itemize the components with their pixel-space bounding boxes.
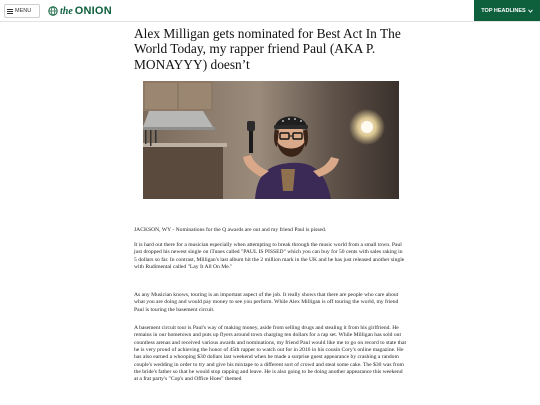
- top-navigation-bar: [0, 0, 540, 22]
- the-onion-logo[interactable]: [48, 3, 112, 19]
- article-photo: [143, 81, 399, 199]
- menu-label: MENU: [15, 8, 32, 14]
- onion-globe-icon: [48, 6, 58, 16]
- article-paragraph: A basement circuit tour is Paul's way of making money, aside from selling drugs and stealing it from his girlfriend. He remains in our hometown and puts up flyers around town charging ten dollars for a rap set. While Milligan has sold out countless arenas and received various awards and nominations, my friend Paul would like me to go on record to state that he is very proud of achieving the honor of 45th rapper to watch out for in 2016 in his cousin Cory's online magazine. He has also earned a whooping $30 dollars last weekend when he made a surprise guest appearance by crashing a random couple's wedding in order to try and give his mixtape to a different sort of crowd and steal some cake. The $30 was from the bride's father so that he would stop rapping and leave. He is also going to be doing another appearance this weekend at a frat party's "Cop's and Office Hoes" themed: [134, 325, 406, 383]
- menu-button[interactable]: [4, 4, 40, 18]
- article-paragraph: JACKSON, WY - Nominations for the Q awards are out and my friend Paul is pissed.: [134, 227, 327, 233]
- rapper-photo-illustration: [143, 81, 399, 199]
- article-paragraph: As any Musician knows, touring is an important aspect of the job. It really shows that there are people who care about what you are doing and would pay money to see you perform. While Alex Milligan is off touring the world, my friend Paul is touring the basement circuit.: [134, 292, 399, 313]
- article-headline: Alex Milligan gets nominated for Best Act In The World Today, my rapper friend Paul (AKA P. MONAYYY) doesn’t: [134, 26, 401, 72]
- logo-onion-text: ONION: [74, 5, 112, 17]
- top-headlines-button[interactable]: [474, 0, 540, 21]
- article-paragraph: It is hard out there for a musician especially when attempting to break through the music world from a small town. Paul just dropped his newest single on iTunes called "PAUL IS PISSED" which you can buy for 50 cents with sales raking in 5 dollars so far. In contrast, Milligan's last album hit the 2 million mark in the UK and he has just released another single with Rudimental called "Lay It All On Me.": [134, 242, 405, 271]
- article-header: [134, 26, 406, 72]
- top-headlines-label: TOP HEADLINES: [481, 7, 526, 14]
- logo-the-text: the: [60, 5, 73, 17]
- chevron-down-icon: [528, 9, 533, 13]
- hamburger-icon: [7, 9, 13, 14]
